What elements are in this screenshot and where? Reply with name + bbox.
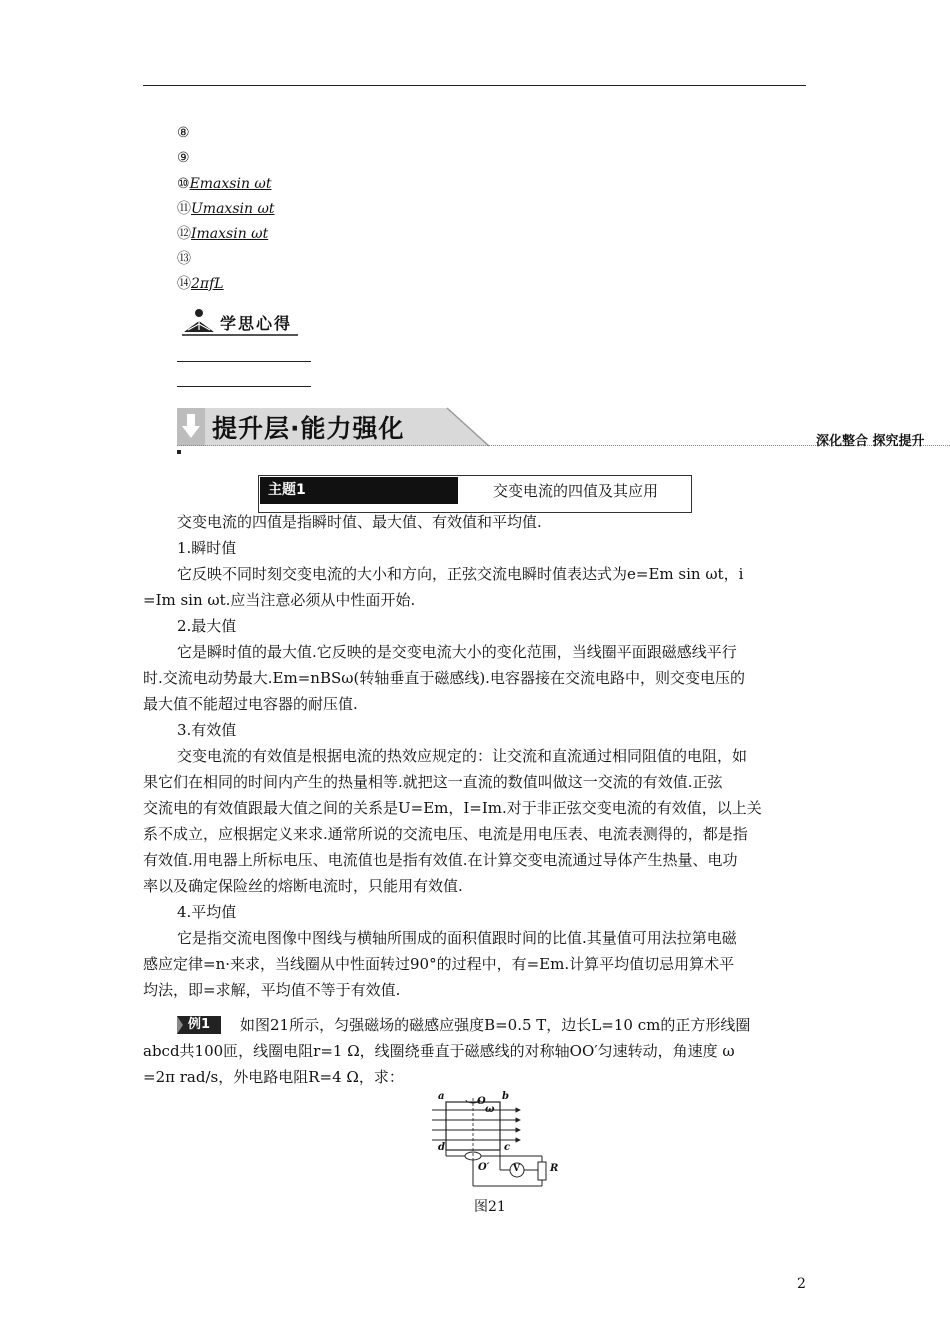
paragraph-line: =Im sin ωt.应当注意必须从中性面开始. [143, 591, 416, 609]
section-title: 提升层·能力强化 [212, 414, 405, 443]
blank-line [177, 361, 311, 362]
omega-label: ω [485, 1104, 495, 1115]
section-marker [177, 450, 181, 454]
corner-label-c: c [504, 1142, 511, 1153]
paragraph-line: 有效值.用电器上所标电压、电流值也是指有效值.在计算交变电流通过导体产生热量、电功 [143, 851, 738, 869]
paragraph-line: 它是指交流电图像中图线与横轴所围成的面积值跟时间的比值.其量值可用法拉第电磁 [177, 929, 737, 947]
paragraph-line: 交变电流的有效值是根据电流的热效应规定的：让交流和直流通过相同阻值的电阻，如 [177, 747, 748, 765]
paragraph-line: 它是瞬时值的最大值.它反映的是交变电流大小的变化范围，当线圈平面跟磁感线平行 [177, 643, 737, 661]
heading-average: 4.平均值 [177, 903, 237, 921]
example-tag-arrow [177, 1016, 183, 1034]
paragraph-line: 均法，即=求解，平均值不等于有效值. [143, 981, 401, 999]
example-tag: 例1 [177, 1016, 221, 1034]
example-line: abcd共100匝，线圈电阻r=1 Ω，线圈绕垂直于磁感线的对称轴OO′匀速转动，角速度 ω [143, 1042, 735, 1060]
answer-item: ⑩Emaxsin ωt [177, 176, 272, 192]
paragraph-line: 交流电的有效值跟最大值之间的关系是U=Em，I=Im.对于非正弦交变电流的有效值，以上关 [143, 799, 762, 817]
answer-item: ⑬ [177, 251, 191, 267]
figure-caption: 图21 [474, 1199, 506, 1215]
paragraph-line: 时.交流电动势最大.Em=nBSω(转轴垂直于磁感线).电容器接在交流电路中，则交变电压的 [143, 669, 745, 687]
header-rule [143, 85, 806, 86]
corner-label-a: a [438, 1091, 445, 1102]
corner-label-d: d [438, 1142, 445, 1153]
blank-line [177, 386, 311, 387]
topic-label: 主题1 [260, 477, 458, 504]
corner-label-b: b [502, 1091, 509, 1102]
answer-item: ⑪Umaxsin ωt [177, 201, 275, 217]
reflection-underline [182, 334, 298, 336]
axis-label-bottom: O′ [478, 1162, 490, 1173]
answer-item: ⑧ [177, 125, 190, 141]
page-number: 2 [797, 1276, 806, 1292]
topic-title: 交变电流的四值及其应用 [493, 482, 659, 500]
voltmeter-label: V [513, 1164, 520, 1174]
axis-label-top: O [477, 1096, 486, 1107]
answer-item: ⑨ [177, 150, 190, 166]
magnetic-field-lines [432, 1110, 520, 1140]
resistor [538, 1162, 546, 1180]
example-line: =2π rad/s，外电路电阻R=4 Ω，求： [143, 1068, 404, 1086]
paragraph-line: 果它们在相同的时间内产生的热量相等.就把这一直流的数值叫做这一交流的有效值.正弦 [143, 773, 723, 791]
paragraph-line: 系不成立，应根据定义来求.通常所说的交流电压、电流是用电压表、电流表测得的，都是指 [143, 825, 748, 843]
answer-item: ⑫Imaxsin ωt [177, 226, 269, 242]
paragraph-line: 它反映不同时刻交变电流的大小和方向，正弦交流电瞬时值表达式为e=Em sin ωt，i [177, 565, 744, 583]
section-right-label: 深化整合 探究提升 [816, 434, 925, 449]
answer-item: ⑭2πfL [177, 276, 224, 292]
paragraph-line: 最大值不能超过电容器的耐压值. [143, 695, 358, 713]
example-line: 如图21所示，匀强磁场的磁感应强度B=0.5 T，边长L=10 cm的正方形线圈 [240, 1016, 751, 1034]
reading-person-icon [182, 308, 216, 334]
paragraph-line: 感应定律=n·来求，当线圈从中性面转过90°的过程中，有=Em.计算平均值切忌用算术平 [143, 955, 735, 973]
heading-maximum: 2.最大值 [177, 617, 237, 635]
reflection-label [182, 308, 302, 336]
paragraph-line: 率以及确定保险丝的熔断电流时，只能用有效值. [143, 877, 463, 895]
resistor-label: R [550, 1163, 559, 1174]
reflection-label-text: 学思心得 [220, 314, 293, 333]
heading-effective: 3.有效值 [177, 721, 237, 739]
heading-instant: 1.瞬时值 [177, 539, 237, 557]
paragraph-line: 交变电流的四值是指瞬时值、最大值、有效值和平均值. [177, 513, 542, 531]
